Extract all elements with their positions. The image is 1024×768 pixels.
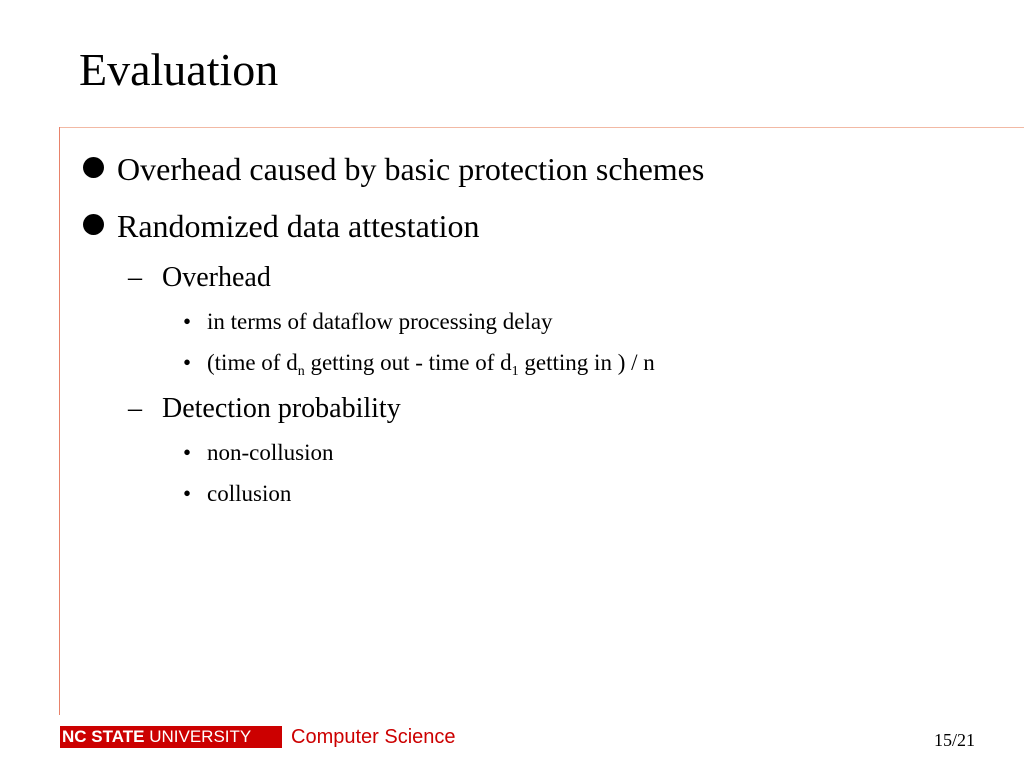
sub-sub-bullet-non-collusion: non-collusion (207, 440, 334, 465)
dash-marker: – (128, 393, 142, 424)
sub-sub-bullet-collusion: collusion (207, 481, 292, 506)
formula-text: getting in ) / n (518, 350, 655, 375)
dot-marker: • (183, 481, 192, 506)
bullet-overhead-basic: Overhead caused by basic protection schemes (117, 151, 705, 187)
formula-subscript: 1 (511, 364, 519, 379)
bullet-disc-icon (83, 157, 104, 178)
sub-bullet-overhead: Overhead (162, 262, 271, 293)
bullet-disc-icon (83, 214, 104, 235)
logo-bold-text: NC STATE (62, 727, 145, 746)
university-logo (60, 726, 282, 748)
bullet-randomized-attestation: Randomized data attestation (117, 208, 480, 244)
left-margin-line (59, 127, 60, 715)
dot-marker: • (183, 440, 192, 465)
title-divider (60, 127, 1024, 128)
formula-text: getting out - time of d (304, 350, 512, 375)
slide-title: Evaluation (79, 44, 279, 95)
page-number: 15/21 (934, 730, 976, 750)
dot-marker: • (183, 309, 192, 334)
department-label: Computer Science (291, 726, 456, 748)
dash-marker: – (128, 262, 142, 293)
sub-sub-bullet-time-formula (207, 349, 655, 377)
sub-sub-bullet-processing-delay: in terms of dataflow processing delay (207, 309, 553, 334)
sub-bullet-detection-probability: Detection probability (162, 393, 401, 424)
dot-marker: • (183, 350, 192, 375)
formula-text: (time of d (207, 350, 298, 375)
formula-subscript: n (297, 364, 305, 379)
logo-light-text: UNIVERSITY (149, 727, 252, 746)
